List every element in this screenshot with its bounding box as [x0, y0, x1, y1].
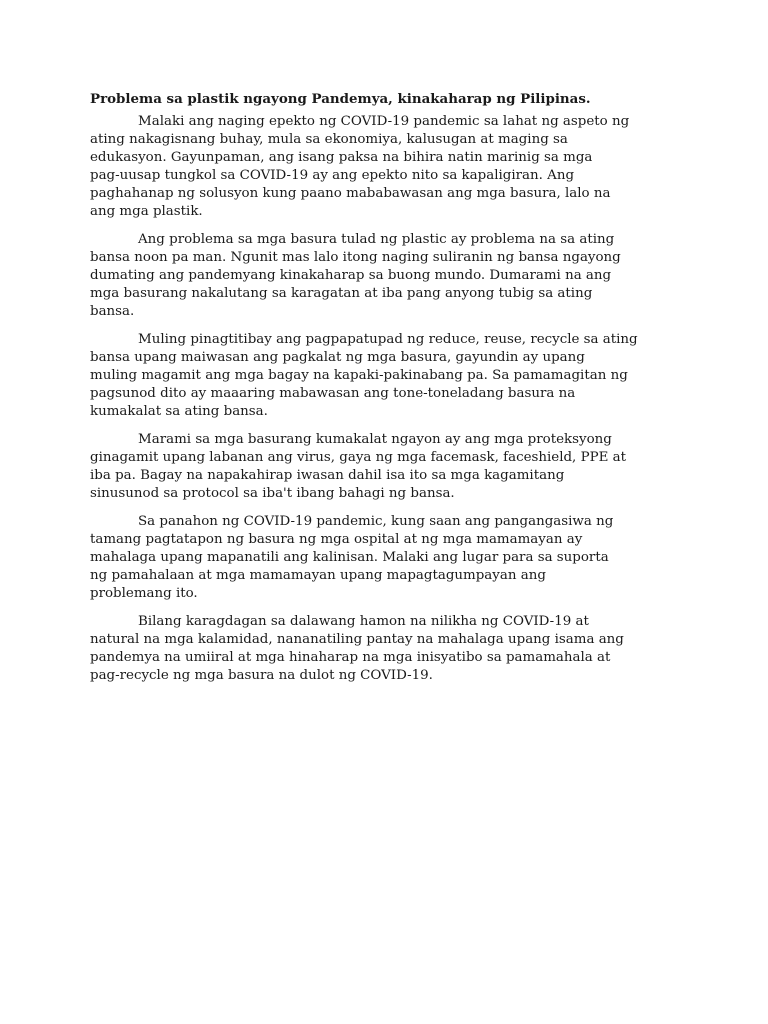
- paragraph-line: kumakalat sa ating bansa.: [90, 404, 268, 419]
- paragraph-line: edukasyon. Gayunpaman, ang isang paksa na bihira natin marinig sa mga: [90, 150, 593, 165]
- paragraph-line: pagsunod dito ay maaaring mabawasan ang tone-toneladang basura na: [90, 386, 576, 401]
- document-title: Problema sa plastik ngayong Pandemya, kinakaharap ng Pilipinas.: [90, 91, 591, 107]
- document-page: [90, 90, 680, 695]
- paragraph-line: ginagamit upang labanan ang virus, gaya ng mga facemask, faceshield, PPE at: [90, 450, 626, 465]
- paragraph-line: bansa upang maiwasan ang pagkalat ng mga basura, gayundin ay upang: [90, 350, 585, 365]
- paragraph-line: bansa noon pa man. Ngunit mas lalo itong naging suliranin ng bansa ngayong: [90, 250, 621, 265]
- paragraph-line: paghahanap ng solusyon kung paano mababawasan ang mga basura, lalo na: [90, 186, 611, 201]
- paragraph-line: Ang problema sa mga basura tulad ng plastic ay problema na sa ating: [138, 232, 615, 247]
- paragraph-2: [90, 231, 680, 321]
- paragraph-line: ng pamahalaan at mga mamamayan upang mapagtagumpayan ang: [90, 568, 546, 583]
- paragraph-line: muling magamit ang mga bagay na kapaki-pakinabang pa. Sa pamamagitan ng: [90, 368, 628, 383]
- paragraph-line: ating nakagisnang buhay, mula sa ekonomiya, kalusugan at maging sa: [90, 132, 568, 147]
- paragraph-6: [90, 613, 680, 685]
- paragraph-line: mga basurang nakalutang sa karagatan at iba pang anyong tubig sa ating: [90, 286, 593, 301]
- paragraph-line: Bilang karagdagan sa dalawang hamon na nilikha ng COVID-19 at: [138, 614, 589, 629]
- paragraph-line: natural na mga kalamidad, nananatiling pantay na mahalaga upang isama ang: [90, 632, 624, 647]
- paragraph-line: bansa.: [90, 304, 135, 319]
- paragraph-5: [90, 513, 680, 603]
- paragraph-line: ang mga plastik.: [90, 204, 203, 219]
- paragraph-line: iba pa. Bagay na napakahirap iwasan dahil isa ito sa mga kagamitang: [90, 468, 565, 483]
- paragraph-3: [90, 331, 680, 421]
- paragraph-line: dumating ang pandemyang kinakaharap sa buong mundo. Dumarami na ang: [90, 268, 612, 283]
- paragraph-line: Marami sa mga basurang kumakalat ngayon ay ang mga proteksyong: [138, 432, 612, 447]
- paragraph-line: tamang pagtatapon ng basura ng mga ospital at ng mga mamamayan ay: [90, 532, 583, 547]
- paragraph-line: pandemya na umiiral at mga hinaharap na mga inisyatibo sa pamamahala at: [90, 650, 611, 665]
- paragraph-line: mahalaga upang mapanatili ang kalinisan. Malaki ang lugar para sa suporta: [90, 550, 609, 565]
- paragraph-line: pag-recycle ng mga basura na dulot ng COVID-19.: [90, 668, 433, 683]
- paragraph-line: Malaki ang naging epekto ng COVID-19 pandemic sa lahat ng aspeto ng: [138, 114, 630, 129]
- paragraph-line: Muling pinagtitibay ang pagpapatupad ng reduce, reuse, recycle sa ating: [138, 332, 638, 347]
- paragraph-line: pag-uusap tungkol sa COVID-19 ay ang epekto nito sa kapaligiran. Ang: [90, 168, 575, 183]
- paragraph-1: [90, 113, 680, 221]
- paragraph-line: sinusunod sa protocol sa iba't ibang bahagi ng bansa.: [90, 486, 455, 501]
- paragraph-4: [90, 431, 680, 503]
- paragraph-line: Sa panahon ng COVID-19 pandemic, kung saan ang pangangasiwa ng: [138, 514, 614, 529]
- paragraph-line: problemang ito.: [90, 586, 198, 601]
